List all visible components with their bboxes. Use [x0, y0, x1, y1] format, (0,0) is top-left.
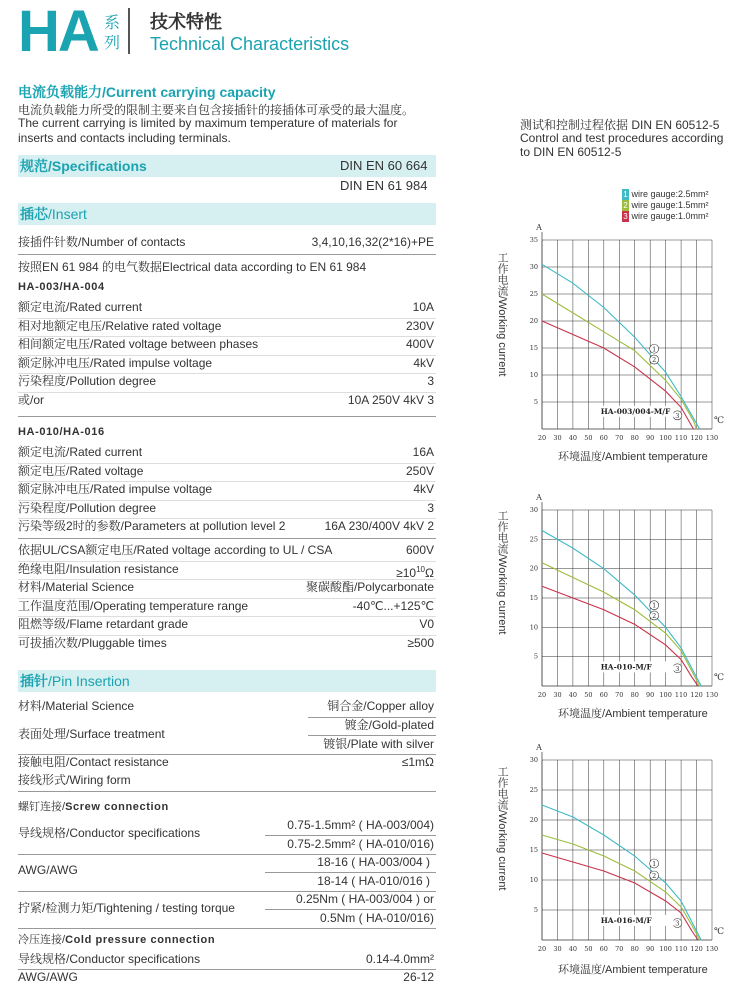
x-tick-label: 130 — [705, 434, 719, 442]
spec-value — [413, 443, 434, 462]
x-tick-label: 20 — [537, 434, 547, 442]
capacity-desc-en-2: inserts and contacts including terminals. — [18, 131, 231, 145]
legend-swatch-3: 3 — [623, 212, 628, 221]
spec-row — [18, 517, 436, 536]
x-tick-label: 60 — [599, 691, 608, 699]
x-tick-label: 90 — [646, 434, 655, 442]
divider — [18, 616, 436, 617]
brand-logo: HA — [18, 0, 98, 64]
crimp-conductor-value: 0.14-4.0mm² — [365, 952, 434, 966]
spec-value — [348, 391, 434, 410]
wiring-row — [18, 771, 436, 790]
spec-value — [407, 634, 434, 653]
chart-title: HA-003/004-M/F — [600, 406, 671, 416]
x-tick-label: 50 — [584, 434, 593, 442]
pin-heading-cn: 插针 — [20, 673, 48, 689]
insert-heading-en: /Insert — [48, 206, 87, 222]
specs-heading: 规范/Specifications — [20, 158, 147, 174]
x-tick-label: 130 — [705, 691, 719, 699]
conductor-label: 导线规格/Conductor specifications — [18, 826, 201, 840]
awg-value-2: 18-14 ( HA-010/016 ) — [317, 874, 430, 888]
spec-label: 额定电流/Rated current — [18, 445, 143, 459]
divider — [18, 791, 436, 792]
y-tick-label: 10 — [529, 623, 538, 632]
conductor-value-2: 0.75-2.5mm² ( HA-010/016) — [287, 837, 434, 851]
torque-value-2: 0.5Nm ( HA-010/016) — [319, 911, 434, 925]
spec-label: 额定脉冲电压/Rated impulse voltage — [18, 482, 213, 497]
conductor-value-1: 0.75-1.5mm² ( HA-003/004) — [287, 818, 434, 832]
series-label-1: 1 — [652, 345, 657, 354]
y-tick-label: 30 — [529, 506, 538, 514]
chart-ha-016 — [520, 742, 730, 958]
capacity-heading: 电流负载能力/Current carrying capacity — [18, 84, 276, 100]
legend-item — [622, 200, 709, 211]
legend-text-3: wire gauge:1.0mm² — [631, 211, 709, 221]
series-label-3: 3 — [675, 411, 680, 420]
y-tick-label: 15 — [529, 344, 538, 352]
series-label-1: 1 — [652, 860, 657, 868]
divider — [18, 318, 436, 319]
test-note-en-1: Control and test procedures according — [520, 131, 724, 145]
capacity-desc-cn: 电流负载能力所受的限制主要来自包含接插针的接插体可承受的最大温度。 — [18, 103, 415, 117]
crimp-awg-label: AWG/AWG — [18, 970, 78, 984]
y-tick-label: 20 — [529, 317, 538, 325]
specs-std-2: DIN EN 61 984 — [340, 178, 428, 193]
spec-value-text: 3 — [427, 374, 434, 389]
spec-value — [413, 354, 434, 373]
spec-value — [406, 462, 434, 481]
legend-text-1: wire gauge:2.5mm² — [631, 189, 709, 199]
spec-label: 相对地额定电压/Relative rated voltage — [18, 318, 222, 333]
divider — [18, 518, 436, 519]
group2-heading: HA-010/HA-016 — [18, 426, 105, 438]
contacts-label: 接插件针数/Number of contacts — [18, 235, 186, 249]
divider — [18, 500, 436, 501]
y-tick-label: 5 — [533, 906, 538, 914]
divider — [18, 355, 436, 356]
spec-value-unit: Ω — [425, 565, 434, 580]
pin-material-row — [18, 697, 436, 716]
x-tick-label: 80 — [630, 945, 639, 953]
spec-value-text: 10A 250V 4kV 3 — [347, 393, 434, 407]
y-tick-label: 30 — [529, 756, 538, 764]
spec-value-text: 4kV — [413, 355, 434, 370]
x-tick-label: 130 — [705, 945, 719, 953]
screw-heading-en: Screw connection — [65, 801, 169, 813]
crimp-heading — [18, 931, 215, 947]
electrical-note — [18, 258, 436, 277]
crimp-awg-value: 26-12 — [403, 970, 434, 984]
contacts-row — [18, 233, 436, 252]
x-tick-label: 90 — [646, 945, 655, 953]
torque-v2-row — [18, 909, 436, 928]
divider — [18, 463, 436, 464]
contact-resistance-value: ≤1mΩ — [401, 755, 434, 769]
pin-section-header — [18, 670, 436, 692]
spec-label: 材料/Material Science — [18, 580, 135, 595]
spec-row — [18, 354, 436, 373]
spec-label: 额定脉冲电压/Rated impulse voltage — [18, 355, 213, 370]
spec-value — [406, 541, 434, 560]
chart-ha-010 — [520, 492, 730, 704]
specs-std-1: DIN EN 60 664 — [340, 158, 428, 173]
x-tick-label: 20 — [537, 945, 547, 953]
series-label-2: 2 — [652, 872, 657, 880]
divider — [18, 373, 436, 374]
series-line-1 — [542, 264, 700, 429]
legend-swatch-1: 1 — [623, 190, 628, 199]
y-tick-label: 5 — [533, 398, 538, 406]
spec-value-text: 3 — [427, 500, 434, 515]
surface-value-2-row — [18, 735, 436, 754]
x-tick-label: 70 — [615, 691, 624, 699]
spec-value — [419, 615, 434, 634]
y-tick-label: 20 — [529, 816, 538, 824]
divider — [18, 561, 436, 562]
spec-value — [413, 480, 434, 499]
divider — [18, 392, 436, 393]
spec-row — [18, 541, 436, 560]
divider — [18, 336, 436, 337]
surface-label: 表面处理/Surface treatment — [18, 727, 165, 741]
chart-title: HA-016-M/F — [600, 916, 652, 925]
x-unit-label: ℃ — [714, 416, 725, 426]
page-title-cn: 技术特性 — [150, 12, 222, 32]
y-tick-label: 25 — [529, 786, 538, 794]
spec-value — [353, 597, 434, 616]
y-tick-label: 15 — [529, 846, 538, 854]
surface-value-1: 镀金/Gold-plated — [344, 718, 434, 732]
x-unit-label: ℃ — [714, 673, 725, 683]
x-tick-label: 40 — [568, 434, 578, 442]
series-char-1: 系 — [104, 15, 121, 32]
crimp-heading-en: Cold pressure connection — [65, 934, 216, 946]
contact-resistance-label: 接触电阻/Contact resistance — [18, 755, 169, 769]
spec-label: 工作温度范围/Operating temperature range — [18, 598, 249, 613]
y-unit-label: A — [536, 743, 542, 752]
spec-value-text: 16A — [412, 445, 434, 459]
series-label-2: 2 — [652, 611, 657, 620]
x-tick-label: 120 — [690, 691, 703, 699]
x-tick-label: 120 — [690, 945, 703, 953]
series-char-2: 列 — [104, 35, 121, 52]
chart-ha-003-004 — [520, 222, 730, 447]
legend-item — [622, 189, 709, 200]
x-tick-label: 50 — [584, 691, 593, 699]
x-tick-label: 100 — [659, 691, 672, 699]
spec-value-text: ≥500 — [407, 636, 434, 650]
spec-value-text: 10A — [412, 300, 434, 314]
insert-section-header — [18, 203, 436, 225]
spec-label: 或/or — [18, 393, 45, 407]
divider — [18, 416, 436, 417]
spec-value-text: ≥10 — [396, 565, 417, 580]
x-tick-label: 120 — [690, 434, 703, 442]
header-divider — [128, 8, 130, 54]
y-axis-label-3: 工作电流/Working current — [496, 766, 508, 891]
series-label-3: 3 — [675, 919, 680, 928]
x-tick-label: 20 — [537, 691, 547, 699]
y-tick-label: 30 — [529, 263, 538, 271]
y-axis-label-2: 工作电流/Working current — [496, 510, 508, 635]
spec-value — [325, 517, 434, 536]
spec-label: 额定电流/Rated current — [18, 300, 143, 314]
series-label-2: 2 — [652, 356, 657, 365]
y-unit-label: A — [536, 493, 542, 502]
spec-row — [18, 597, 436, 616]
y-unit-label: A — [536, 223, 542, 232]
x-tick-label: 110 — [674, 691, 688, 699]
spec-row — [18, 499, 436, 518]
pin-material-label: 材料/Material Science — [18, 699, 135, 713]
legend-item — [622, 211, 709, 222]
y-tick-label: 25 — [529, 290, 538, 298]
series-label-3: 3 — [675, 664, 680, 673]
spec-label: 可拔插次数/Pluggable times — [18, 636, 167, 650]
x-tick-label: 30 — [553, 945, 562, 953]
spec-value-text: 400V — [405, 337, 434, 352]
x-tick-label: 70 — [615, 945, 624, 953]
spec-value-text: 聚碳酸酯/Polycarbonate — [305, 580, 434, 595]
awg-v2-row — [18, 872, 436, 891]
x-axis-label-3: 环境温度/Ambient temperature — [558, 964, 708, 976]
spec-row — [18, 560, 436, 579]
x-tick-label: 30 — [553, 691, 562, 699]
spec-value-text: 4kV — [413, 482, 434, 497]
x-axis-label-1: 环境温度/Ambient temperature — [558, 451, 708, 463]
spec-row — [18, 391, 436, 410]
x-tick-label: 70 — [615, 434, 624, 442]
x-tick-label: 40 — [568, 691, 578, 699]
spec-row — [18, 634, 436, 653]
spec-row — [18, 372, 436, 391]
spec-value — [406, 317, 434, 336]
group1-heading: HA-003/HA-004 — [18, 281, 105, 293]
contacts-value: 3,4,10,16,32(2*16)+PE — [311, 235, 434, 249]
torque-value-1: 0.25Nm ( HA-003/004 ) or — [295, 892, 434, 906]
torque-label: 拧紧/检测力矩/Tightening / testing torque — [18, 901, 235, 915]
electrical-note-text: 按照EN 61 984 的电气数据Electrical data according to EN 61 984 — [18, 260, 367, 274]
spec-label: 相间额定电压/Rated voltage between phases — [18, 337, 259, 352]
pin-heading-en: /Pin Insertion — [48, 673, 130, 689]
spec-value-text: 250V — [405, 463, 434, 478]
spec-value-text: 600V — [405, 543, 434, 557]
legend-swatch-2: 2 — [623, 201, 628, 210]
divider — [18, 481, 436, 482]
spec-label: 污染等级2时的参数/Parameters at pollution level 2 — [18, 519, 286, 534]
spec-value — [427, 499, 434, 518]
page-title-en: Technical Characteristics — [150, 34, 350, 54]
spec-label: 阻燃等级/Flame retardant grade — [18, 617, 189, 632]
divider — [18, 254, 436, 255]
spec-label: 额定电压/Rated voltage — [18, 463, 144, 478]
crimp-conductor-label: 导线规格/Conductor specifications — [18, 952, 201, 966]
divider — [18, 538, 436, 539]
test-note-en-2: to DIN EN 60512-5 — [520, 145, 622, 159]
spec-label: 依据UL/CSA额定电压/Rated voltage according to UL / CSA — [18, 543, 333, 557]
test-note-cn: 测试和控制过程依据 DIN EN 60512-5 — [520, 118, 720, 132]
x-tick-label: 60 — [599, 945, 608, 953]
wire-gauge-legend — [622, 189, 709, 222]
y-tick-label: 35 — [529, 236, 538, 244]
spec-value — [306, 578, 434, 597]
y-axis-label-1: 工作电流/Working current — [496, 252, 508, 377]
spec-value — [406, 335, 434, 354]
awg-value-1: 18-16 ( HA-003/004 ) — [317, 855, 430, 869]
x-tick-label: 50 — [584, 945, 593, 953]
x-tick-label: 30 — [553, 434, 562, 442]
crimp-heading-cn: 冷压连接/ — [18, 934, 66, 946]
spec-row — [18, 335, 436, 354]
x-axis-label-2: 环境温度/Ambient temperature — [558, 708, 708, 720]
spec-row — [18, 462, 436, 481]
y-tick-label: 25 — [529, 535, 538, 544]
y-tick-label: 10 — [529, 371, 538, 379]
x-tick-label: 110 — [674, 434, 688, 442]
spec-value — [427, 372, 434, 391]
chart-title: HA-010-M/F — [600, 662, 652, 672]
contact-resistance-row — [18, 753, 436, 772]
legend-text-2: wire gauge:1.5mm² — [631, 200, 709, 210]
crimp-conductor-row — [18, 950, 436, 969]
divider — [18, 579, 436, 580]
spec-label: 绝缘电阻/Insulation resistance — [18, 561, 179, 576]
series-label-1: 1 — [652, 601, 657, 610]
spec-row — [18, 317, 436, 336]
y-tick-label: 5 — [533, 652, 538, 661]
y-tick-label: 15 — [529, 594, 538, 602]
y-tick-label: 10 — [529, 876, 538, 884]
x-tick-label: 100 — [659, 434, 672, 442]
spec-label: 污染程度/Pollution degree — [18, 500, 157, 515]
spec-value-exponent: 10 — [416, 564, 426, 574]
divider — [18, 928, 436, 929]
spec-value — [413, 298, 434, 317]
spec-row — [18, 615, 436, 634]
spec-value-text: V0 — [419, 617, 434, 632]
spec-row — [18, 298, 436, 317]
spec-row — [18, 480, 436, 499]
x-tick-label: 80 — [630, 691, 639, 699]
spec-label: 污染程度/Pollution degree — [18, 374, 157, 389]
wiring-label: 接线形式/Wiring form — [18, 773, 131, 787]
crimp-awg-row — [18, 968, 436, 987]
x-tick-label: 80 — [630, 434, 639, 442]
awg-label: AWG/AWG — [18, 863, 78, 877]
insert-heading-cn: 插芯 — [20, 206, 48, 222]
screw-heading-cn: 螺钉连接/ — [18, 801, 66, 813]
surface-value-2: 镀银/Plate with silver — [323, 737, 434, 751]
pin-material-value: 铜合金/Copper alloy — [327, 699, 434, 713]
screw-heading — [18, 798, 169, 814]
divider — [18, 598, 436, 599]
divider — [18, 635, 436, 636]
y-tick-label: 20 — [529, 564, 538, 573]
x-tick-label: 60 — [599, 434, 608, 442]
spec-value-text: 230V — [405, 318, 434, 333]
x-unit-label: ℃ — [714, 927, 725, 937]
capacity-desc-en-1: The current carrying is limited by maximum temperature of materials for — [18, 116, 398, 130]
spec-value-text: -40℃...+125℃ — [352, 598, 434, 613]
spec-row — [18, 578, 436, 597]
x-tick-label: 100 — [659, 945, 672, 953]
x-tick-label: 110 — [674, 945, 688, 953]
conductor-v2-row — [18, 835, 436, 854]
spec-row — [18, 443, 436, 462]
x-tick-label: 90 — [646, 691, 655, 699]
x-tick-label: 40 — [568, 945, 578, 953]
spec-value-text: 16A 230/400V 4kV 2 — [324, 519, 434, 534]
